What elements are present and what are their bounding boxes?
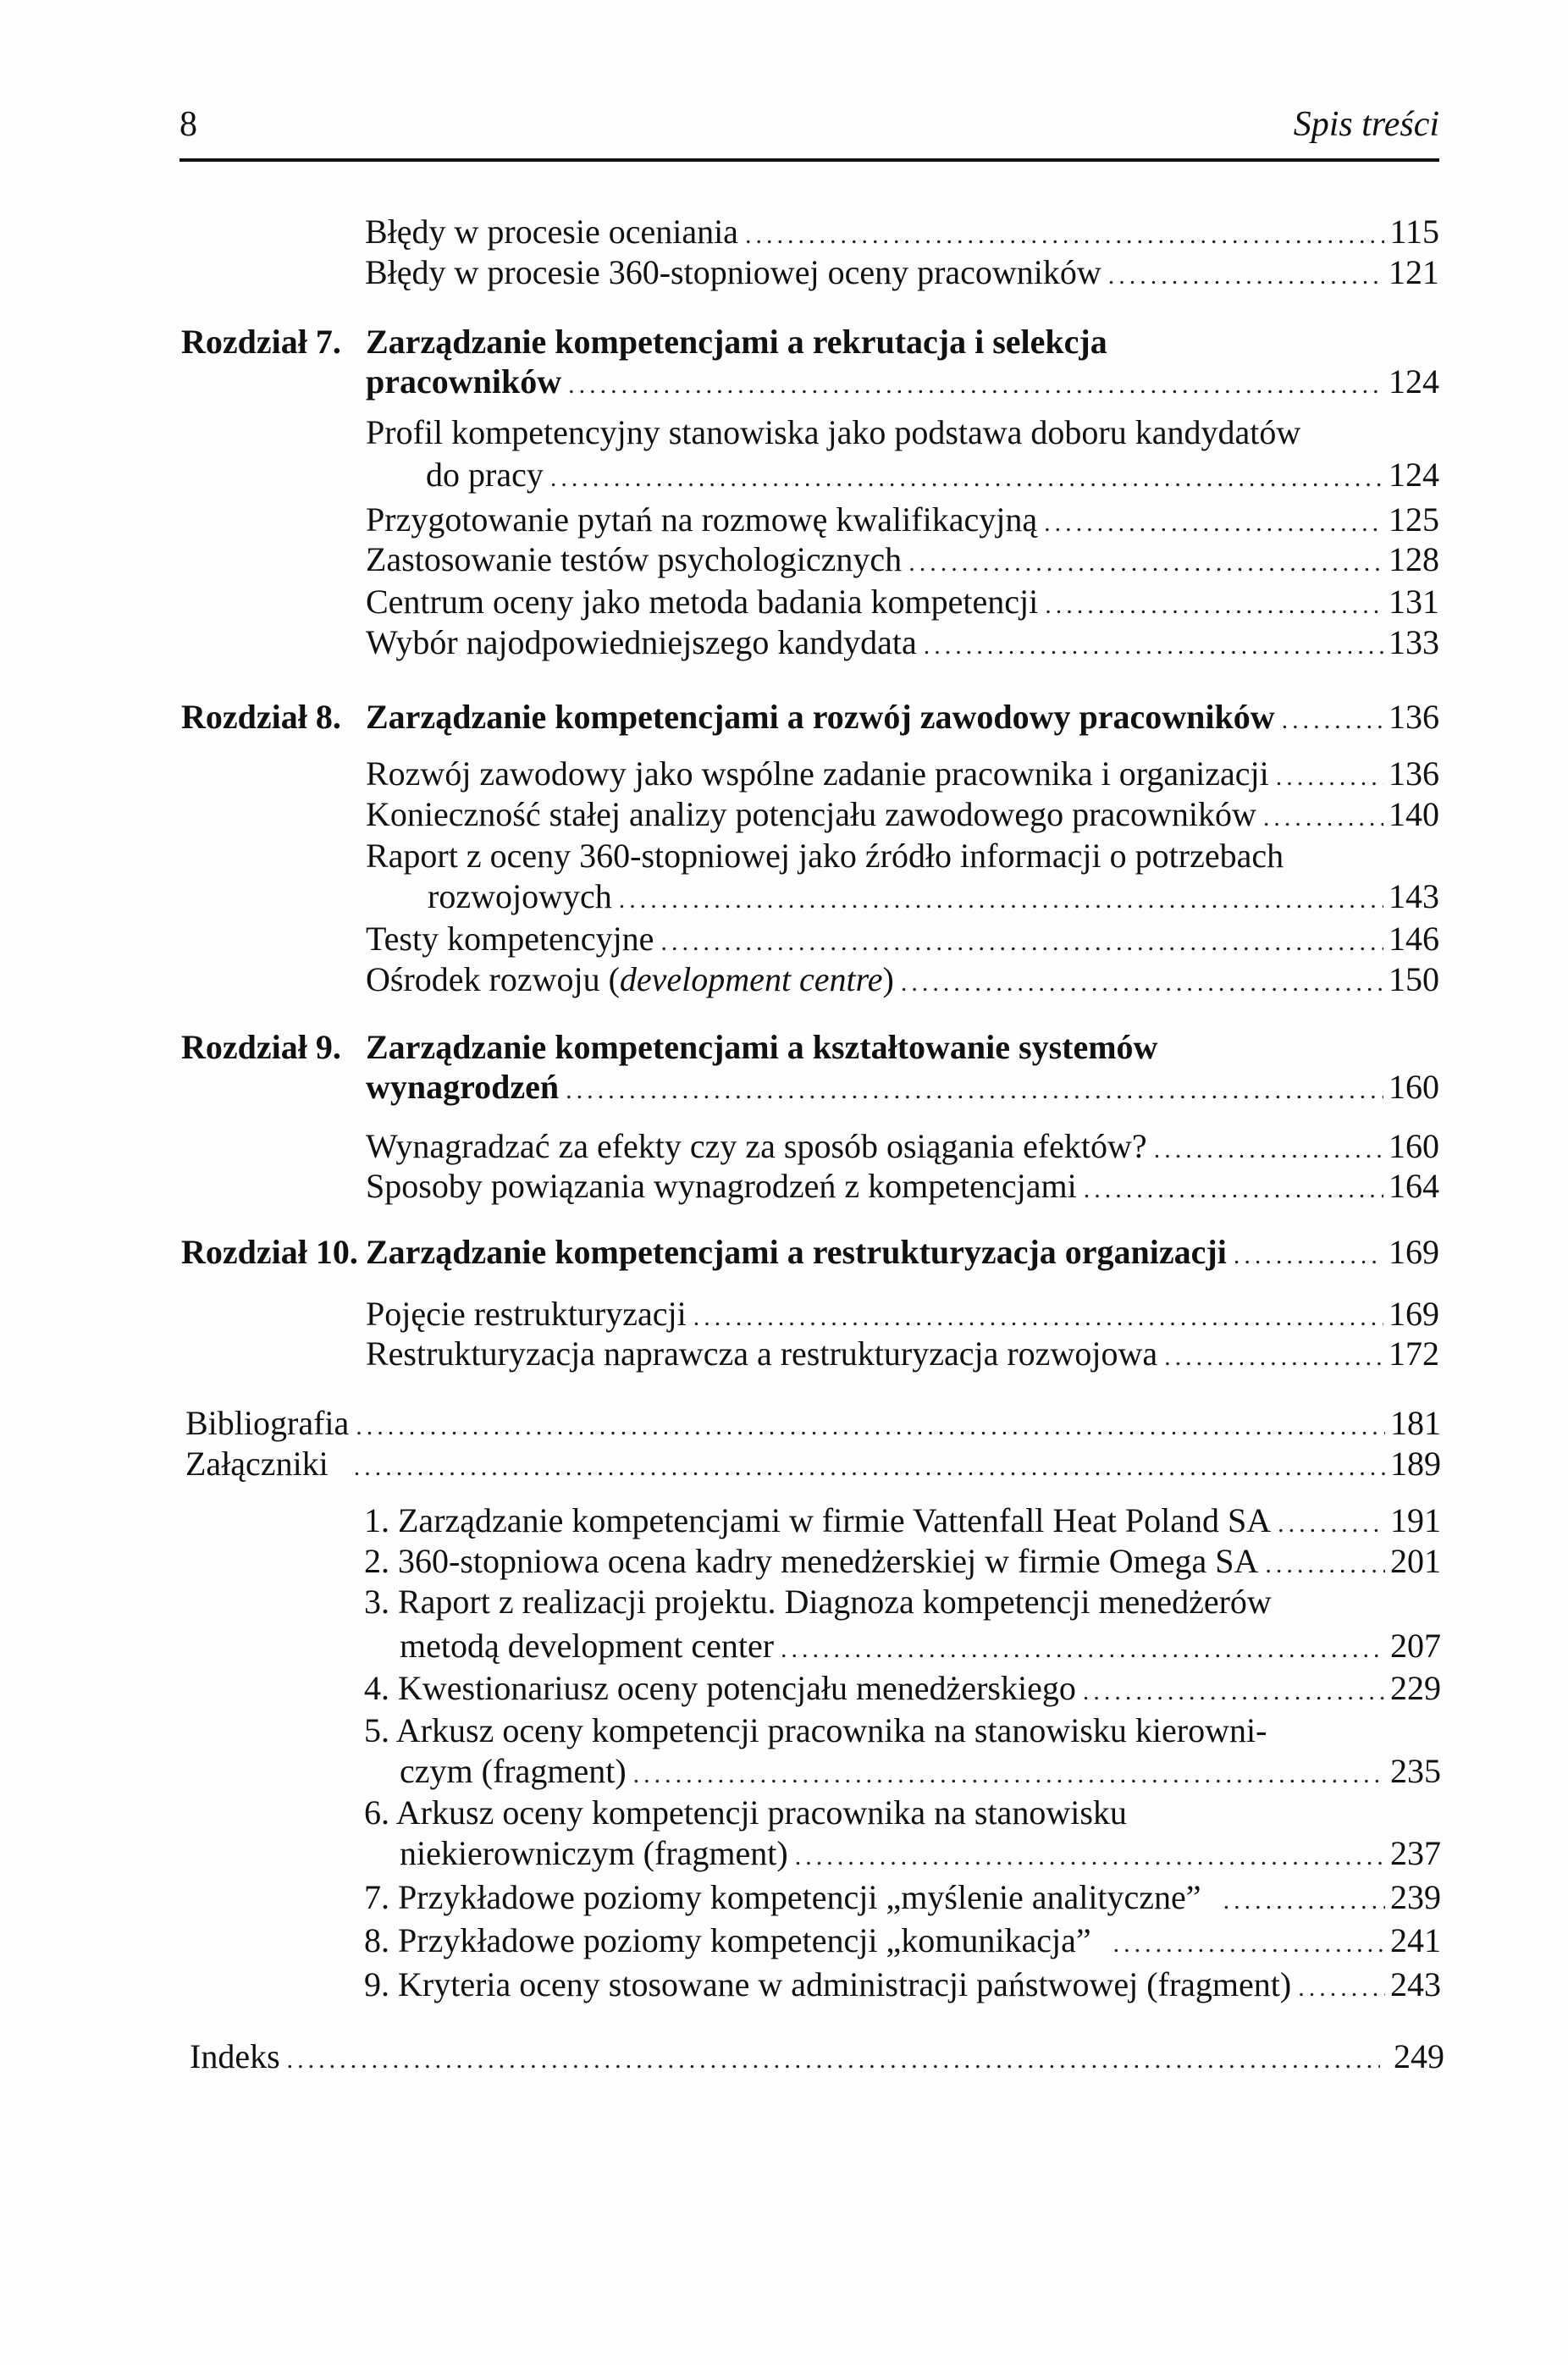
dot-leader (356, 1407, 1385, 1446)
dot-leader (1113, 1925, 1385, 1964)
entry-title: Testy kompetencyjne (366, 920, 654, 958)
chapter-9-title-cont[interactable] (366, 1068, 1439, 1107)
entry-page: 133 (1389, 623, 1439, 661)
chapter-title-line: Zarządzanie kompetencjami a restrukturyzacja organizacji (366, 1233, 1227, 1271)
entry-page: 189 (1390, 1445, 1441, 1483)
entry-page: 160 (1389, 1068, 1439, 1106)
appendix-item[interactable] (364, 1793, 1441, 1832)
dot-leader (1084, 1170, 1383, 1209)
appendix-item[interactable] (364, 1878, 1441, 1917)
dot-leader (781, 1630, 1385, 1669)
entry-page: 169 (1389, 1233, 1439, 1271)
entry-title: 3. Raport z realizacji projektu. Diagnoza kompetencji menedżerów (364, 1583, 1272, 1621)
entry-title: Błędy w procesie oceniania (365, 213, 738, 251)
entry-title: 9. Kryteria oceny stosowane w administracji państwowej (fragment) (364, 1965, 1292, 2003)
toc-appendices[interactable] (185, 1445, 1441, 1484)
appendix-item-cont[interactable] (400, 1752, 1441, 1791)
dot-leader (1164, 1338, 1383, 1377)
entry-title-italic: development centre (619, 960, 883, 998)
entry-title: 5. Arkusz oceny kompetencji pracownika na stanowisku kierowni- (364, 1711, 1267, 1749)
chapter-7-title[interactable] (366, 323, 1439, 362)
entry-page: 124 (1389, 362, 1439, 401)
entry-title: do pracy (426, 456, 544, 494)
dot-leader (1276, 758, 1383, 797)
toc-entry[interactable] (366, 583, 1439, 622)
dot-leader (1083, 1672, 1385, 1711)
appendix-item[interactable] (364, 1669, 1441, 1708)
entry-page: 136 (1389, 698, 1439, 736)
toc-entry[interactable] (366, 837, 1439, 876)
entry-page: 146 (1389, 920, 1439, 958)
entry-title: niekierowniczym (fragment) (400, 1834, 788, 1872)
entry-title: Błędy w procesie 360-stopniowej oceny pracowników (365, 253, 1101, 291)
dot-leader (566, 1071, 1383, 1110)
entry-title: Restrukturyzacja naprawcza a restrukturyzacja rozwojowa (366, 1334, 1158, 1373)
entry-title: Wynagradzać za efekty czy za sposób osiągania efektów? (366, 1127, 1147, 1165)
entry-title: Indeks (190, 2037, 280, 2075)
entry-page: 128 (1389, 540, 1439, 578)
dot-leader (745, 216, 1385, 255)
toc-entry[interactable] (366, 1127, 1439, 1166)
entry-title: Wybór najodpowiedniejszego kandydata (366, 623, 917, 661)
toc-entry[interactable] (366, 500, 1439, 539)
chapter-10-title[interactable] (366, 1233, 1439, 1272)
dot-leader (924, 627, 1383, 666)
entry-page: 115 (1389, 213, 1439, 251)
entry-title: 6. Arkusz oceny kompetencji pracownika na stanowisku (364, 1793, 1127, 1832)
entry-page: 172 (1389, 1334, 1439, 1373)
entry-title: Profil kompetencyjny stanowiska jako podstawa doboru kandydatów (366, 413, 1301, 451)
toc-entry[interactable] (366, 623, 1439, 662)
entry-page: 181 (1390, 1404, 1441, 1442)
chapter-10-label: Rozdział 10. (181, 1233, 358, 1271)
chapter-7-title-cont[interactable] (366, 362, 1439, 401)
dot-leader (660, 923, 1383, 962)
entry-page: 235 (1390, 1752, 1441, 1790)
entry-title: Załączniki (185, 1445, 329, 1483)
toc-entry[interactable] (366, 1167, 1439, 1206)
toc-entry[interactable] (365, 213, 1439, 251)
appendix-item[interactable] (364, 1921, 1441, 1960)
entry-title: Bibliografia (185, 1404, 350, 1442)
entry-page: 164 (1389, 1167, 1439, 1205)
entry-title: 8. Przykładowe poziomy kompetencji „komunikacja” (364, 1921, 1091, 1959)
toc-entry[interactable] (366, 540, 1439, 579)
chapter-8-label: Rozdział 8. (181, 698, 341, 736)
entry-page: 229 (1390, 1669, 1441, 1707)
entry-title-prefix: Ośrodek rozwoju ( (366, 960, 620, 998)
entry-title: 1. Zarządzanie kompetencjami w firmie Vattenfall Heat Poland SA (364, 1501, 1272, 1539)
dot-leader (1044, 504, 1383, 543)
entry-title: rozwojowych (428, 877, 612, 915)
dot-leader (901, 964, 1383, 1003)
dot-leader (287, 2041, 1380, 2080)
entry-title: Rozwój zawodowy jako wspólne zadanie pracownika i organizacji (366, 754, 1269, 793)
entry-title: Pojęcie restrukturyzacji (366, 1295, 687, 1333)
entry-page: 237 (1390, 1834, 1441, 1872)
appendix-item-cont[interactable] (400, 1834, 1441, 1873)
entry-title: Centrum oceny jako metoda badania kompetencji (366, 583, 1039, 621)
entry-page: 136 (1389, 754, 1439, 793)
dot-leader (1223, 1882, 1385, 1920)
toc-entry[interactable] (366, 960, 1439, 999)
chapter-9-label: Rozdział 9. (181, 1028, 341, 1066)
appendix-item[interactable] (364, 1711, 1441, 1750)
entry-title: Zastosowanie testów psychologicznych (366, 540, 903, 578)
running-title: Spis treści (1293, 105, 1439, 144)
toc-entry[interactable] (366, 795, 1439, 834)
entry-page: 241 (1390, 1921, 1441, 1959)
entry-page: 207 (1390, 1627, 1441, 1665)
toc-entry[interactable] (366, 1295, 1439, 1334)
entry-page: 121 (1389, 253, 1439, 291)
appendix-item[interactable] (364, 1542, 1441, 1581)
entry-page: 150 (1389, 960, 1439, 998)
dot-leader (1154, 1130, 1383, 1169)
chapter-9-title[interactable] (366, 1028, 1439, 1067)
entry-title-suffix: ) (882, 960, 894, 998)
toc-entry-cont[interactable] (428, 877, 1439, 916)
appendix-item[interactable] (364, 1965, 1441, 2004)
header-rule (179, 158, 1439, 162)
toc-entry[interactable] (366, 1334, 1439, 1373)
chapter-7-label: Rozdział 7. (181, 323, 341, 361)
dot-leader (1298, 1969, 1385, 2008)
dot-leader (568, 366, 1383, 405)
dot-leader (908, 544, 1383, 583)
entry-title: 4. Kwestionariusz oceny potencjału menedżerskiego (364, 1669, 1076, 1707)
chapter-title-line: Zarządzanie kompetencjami a kształtowanie systemów (366, 1028, 1158, 1066)
toc-entry-cont[interactable] (426, 456, 1439, 495)
toc-index[interactable] (190, 2037, 1444, 2076)
entry-title: 7. Przykładowe poziomy kompetencji „myślenie analityczne” (364, 1878, 1201, 1916)
entry-title: metodą development center (400, 1627, 775, 1665)
entry-page: 239 (1390, 1878, 1441, 1916)
dot-leader (633, 1755, 1385, 1794)
entry-title: Raport z oceny 360-stopniowej jako źródło informacji o potrzebach (366, 837, 1284, 875)
chapter-title-line: pracowników (366, 362, 562, 401)
toc-entry[interactable] (365, 253, 1439, 292)
chapter-title-line: Zarządzanie kompetencjami a rekrutacja i selekcja (366, 323, 1107, 361)
toc-bibliography[interactable] (185, 1404, 1441, 1443)
entry-page: 131 (1389, 583, 1439, 621)
dot-leader (1108, 257, 1383, 296)
entry-page: 125 (1389, 500, 1439, 539)
entry-title: 2. 360-stopniowa ocena kadry menedżerskiej w firmie Omega SA (364, 1542, 1259, 1580)
entry-page: 140 (1389, 795, 1439, 833)
entry-title: Przygotowanie pytań na rozmowę kwalifikacyjną (366, 500, 1038, 539)
toc-entry[interactable] (366, 413, 1439, 452)
entry-page: 124 (1389, 456, 1439, 494)
chapter-title-line: wynagrodzeń (366, 1068, 560, 1106)
appendix-item[interactable] (364, 1501, 1441, 1540)
dot-leader (693, 1298, 1383, 1337)
dot-leader (1282, 701, 1383, 740)
dot-leader (1045, 586, 1383, 625)
entry-title: czym (fragment) (400, 1752, 627, 1790)
entry-title (366, 960, 894, 999)
appendix-item[interactable] (364, 1583, 1441, 1622)
dot-leader (1278, 1505, 1385, 1544)
dot-leader (619, 881, 1383, 920)
dot-leader (550, 459, 1383, 498)
entry-page: 249 (1394, 2037, 1444, 2075)
toc-entry[interactable] (366, 920, 1439, 959)
entry-title: Sposoby powiązania wynagrodzeń z kompetencjami (366, 1167, 1077, 1205)
toc-entry[interactable] (366, 754, 1439, 793)
entry-page: 243 (1390, 1965, 1441, 2003)
chapter-title-line: Zarządzanie kompetencjami a rozwój zawodowy pracowników (366, 698, 1275, 736)
dot-leader (1263, 798, 1383, 837)
page-number: 8 (179, 105, 197, 144)
entry-page: 201 (1390, 1542, 1441, 1580)
appendix-item-cont[interactable] (400, 1627, 1441, 1666)
running-head (179, 102, 1439, 152)
entry-title: Konieczność stałej analizy potencjału zawodowego pracowników (366, 795, 1256, 833)
dot-leader (1234, 1236, 1383, 1275)
entry-page: 160 (1389, 1127, 1439, 1165)
chapter-8-title[interactable] (366, 698, 1439, 737)
entry-page: 169 (1389, 1295, 1439, 1333)
entry-page: 191 (1390, 1501, 1441, 1539)
entry-page: 143 (1389, 877, 1439, 915)
dot-leader (354, 1448, 1385, 1487)
dot-leader (1265, 1545, 1385, 1584)
dot-leader (795, 1837, 1385, 1876)
